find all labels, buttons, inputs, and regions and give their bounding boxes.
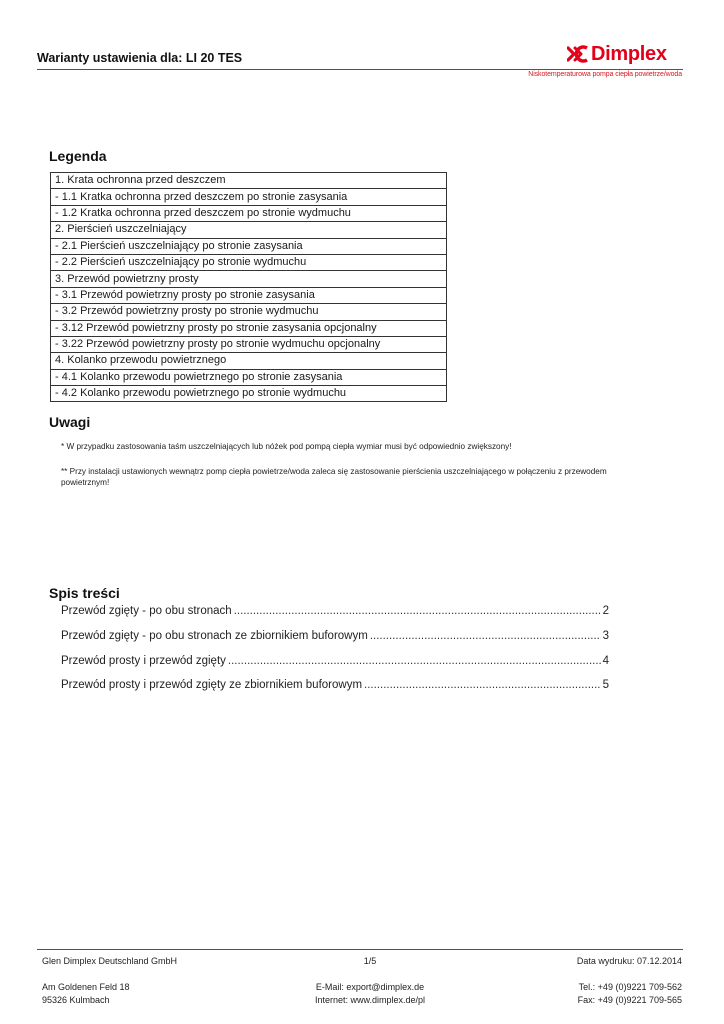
- legend-cell: - 4.1 Kolanko przewodu powietrznego po stronie zasysania: [51, 369, 447, 385]
- table-row: [51, 386, 447, 402]
- toc-entry-label[interactable]: Przewód zgięty - po obu stronach: [61, 605, 232, 617]
- toc-entry[interactable]: [61, 679, 609, 691]
- toc-entry-page[interactable]: 2: [602, 605, 609, 617]
- legend-cell: 1. Krata ochronna przed deszczem: [51, 173, 447, 189]
- legend-cell: - 3.12 Przewód powietrzny prosty po stronie zasysania opcjonalny: [51, 320, 447, 336]
- dimplex-logo: [567, 40, 682, 68]
- footer-fax: Fax: +49 (0)9221 709-565: [577, 995, 682, 1005]
- table-row: [51, 369, 447, 385]
- legend-cell: - 1.2 Kratka ochronna przed deszczem po stronie wydmuchu: [51, 205, 447, 221]
- toc-leader: [228, 655, 601, 667]
- toc-entry-page[interactable]: 5: [602, 679, 609, 691]
- product-tagline: Niskotemperaturowa pompa ciepła powietrze/woda: [528, 71, 682, 78]
- table-row: [51, 173, 447, 189]
- footer-divider: [37, 949, 683, 950]
- legend-cell: - 2.2 Pierścień uszczelniający po stronie wydmuchu: [51, 254, 447, 270]
- legend-cell: 3. Przewód powietrzny prosty: [51, 271, 447, 287]
- footer-email[interactable]: E-Mail: export@dimplex.de: [315, 982, 425, 992]
- table-row: [51, 287, 447, 303]
- legend-cell: - 4.2 Kolanko przewodu powietrznego po stronie wydmuchu: [51, 386, 447, 402]
- logo-text: Dimplex: [591, 43, 667, 65]
- toc-entry-page[interactable]: 4: [602, 655, 609, 667]
- toc-entry-label[interactable]: Przewód prosty i przewód zgięty: [61, 655, 226, 667]
- header-divider: [37, 69, 683, 70]
- table-row: [51, 336, 447, 352]
- table-row: [51, 254, 447, 270]
- footer-page-number: 1/5: [363, 956, 377, 966]
- legend-cell: - 3.2 Przewód powietrzny prosty po stronie wydmuchu: [51, 304, 447, 320]
- notes-heading: Uwagi: [49, 414, 91, 430]
- note-text: ** Przy instalacji ustawionych wewnątrz pomp ciepła powietrze/woda zaleca się zastosowanie pierścienia uszczelniającego w połączeniu z przewodem powietrznym!: [61, 467, 607, 487]
- toc-heading: Spis treści: [49, 585, 120, 601]
- toc-entry[interactable]: [61, 630, 609, 642]
- legend-heading: Legenda: [49, 148, 107, 164]
- toc-leader: [364, 679, 601, 691]
- footer-print-date: Data wydruku: 07.12.2014: [576, 956, 682, 966]
- footer-city: 95326 Kulmbach: [42, 995, 110, 1005]
- legend-cell: - 2.1 Pierścień uszczelniający po stronie zasysania: [51, 238, 447, 254]
- toc-leader: [234, 605, 601, 617]
- footer-company: Glen Dimplex Deutschland GmbH: [42, 956, 178, 966]
- legend-cell: 4. Kolanko przewodu powietrznego: [51, 353, 447, 369]
- table-row: [51, 222, 447, 238]
- legend-cell: - 3.22 Przewód powietrzny prosty po stronie wydmuchu opcjonalny: [51, 336, 447, 352]
- legend-cell: - 1.1 Kratka ochronna przed deszczem po stronie zasysania: [51, 189, 447, 205]
- table-row: [51, 353, 447, 369]
- toc-entry-page[interactable]: 3: [602, 630, 609, 642]
- table-row: [51, 271, 447, 287]
- toc-entry[interactable]: [61, 655, 609, 667]
- legend-cell: 2. Pierścień uszczelniający: [51, 222, 447, 238]
- dimplex-logo-icon: [567, 44, 589, 64]
- table-row: [51, 304, 447, 320]
- table-row: [51, 238, 447, 254]
- footer-tel: Tel.: +49 (0)9221 709-562: [578, 982, 682, 992]
- toc-entry[interactable]: [61, 605, 609, 617]
- legend-cell: - 3.1 Przewód powietrzny prosty po stronie zasysania: [51, 287, 447, 303]
- table-row: [51, 189, 447, 205]
- page-title: Warianty ustawienia dla: LI 20 TES: [37, 51, 243, 65]
- toc-entry-label[interactable]: Przewód prosty i przewód zgięty ze zbiornikiem buforowym: [61, 679, 363, 691]
- footer-website[interactable]: Internet: www.dimplex.de/pl: [314, 995, 426, 1005]
- legend-table: [50, 172, 447, 402]
- toc-entry-label[interactable]: Przewód zgięty - po obu stronach ze zbiornikiem buforowym: [61, 630, 368, 642]
- table-row: [51, 320, 447, 336]
- toc-leader: [370, 630, 601, 642]
- footer-street: Am Goldenen Feld 18: [42, 982, 130, 992]
- table-row: [51, 205, 447, 221]
- note-text: * W przypadku zastosowania taśm uszczelniających lub nóżek pod pompą ciepła wymiar musi być odpowiednio zwiększony!: [61, 442, 512, 451]
